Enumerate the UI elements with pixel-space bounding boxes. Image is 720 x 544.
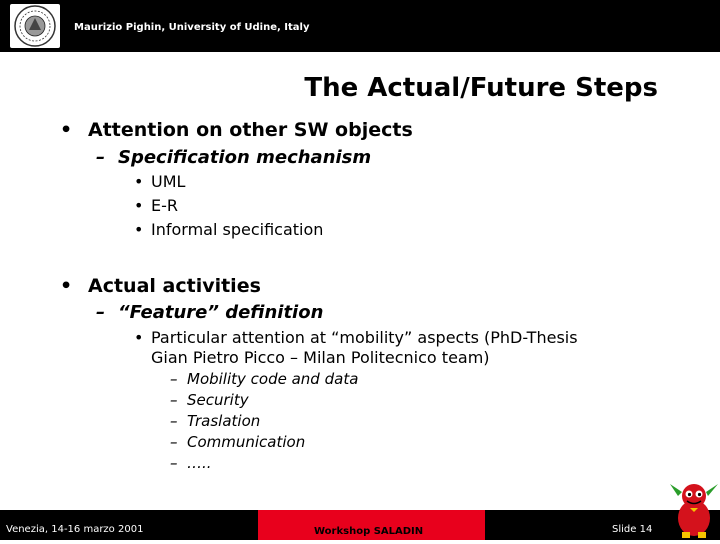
list-item-communication: Communication [187,433,306,451]
bullet-mark: • [134,220,144,239]
dash-mark: – [170,370,178,388]
university-seal-icon [10,4,60,48]
bullet-mark: • [60,119,73,141]
bullet-mark: • [134,196,144,215]
dash-mark: – [170,454,178,472]
dash-mark: – [170,412,178,430]
point-mobility-line1: Particular attention at “mobility” aspects (PhD-Thesis [151,328,578,347]
slide-title: The Actual/Future Steps [304,73,658,103]
list-item-er: E-R [151,196,178,215]
red-dragon-mascot-icon [668,476,720,540]
footer-date: Venezia, 14-16 marzo 2001 [6,524,144,535]
bullet-mark: • [134,328,144,347]
section-heading-attention: Attention on other SW objects [88,119,413,141]
section-heading-actual-activities: Actual activities [88,275,261,297]
dash-mark: – [170,391,178,409]
footer-center [258,510,485,540]
list-item-ellipsis: ….. [187,454,212,472]
header-author-line: Maurizio Pighin, University of Udine, Italy [74,22,310,33]
list-item-traslation: Traslation [187,412,261,430]
bullet-mark: • [60,275,73,297]
list-item-security: Security [187,391,249,409]
dash-mark: – [96,302,105,323]
list-item-uml: UML [151,172,186,191]
footer-workshop: Workshop SALADIN [314,526,424,537]
footer-left [0,510,258,540]
point-mobility-line2: Gian Pietro Picco – Milan Politecnico team) [151,348,490,367]
list-item-informal-spec: Informal specification [151,220,324,239]
footer-slide-number: Slide 14 [612,524,653,535]
header-bar [0,0,720,52]
subheading-specification: Specification mechanism [118,147,372,168]
dash-mark: – [96,147,105,168]
dash-mark: – [170,433,178,451]
bullet-mark: • [134,172,144,191]
list-item-mobility-code: Mobility code and data [187,370,359,388]
subheading-feature-definition: “Feature” definition [118,302,324,323]
